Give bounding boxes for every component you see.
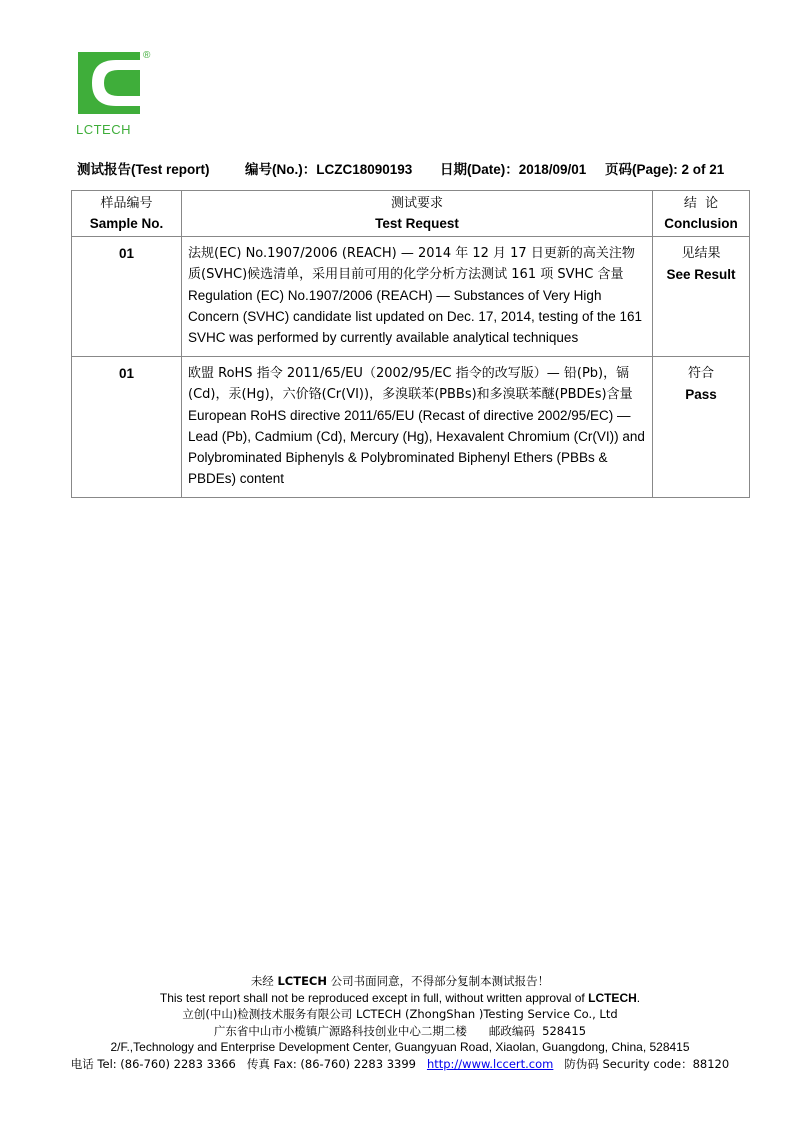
header-sample-en: Sample No. [89,216,164,231]
header-request-cn: 测试要求 [390,196,443,211]
footer-phone-fax: 电话 Tel: (86-760) 2283 3366 传真 Fax: (86-760) 2283 3399 [70,1056,427,1071]
header-sample [72,191,182,237]
header-request [182,191,653,237]
footer-text: 公司书面同意，不得部分复制本测试报告！ [327,974,550,988]
test-request-en: Regulation (EC) No.1907/2006 (REACH) — Substances of Very High Concern (SVHC) candidate list updated on Dec. 17, 2014, testing of the 161 SVHC was performed by currently available analytical techniques [188,288,643,345]
conclusion [653,237,750,357]
footer-text: This test report shall not be reproduced except in full, without written approval of [159,990,589,1005]
page-number: 页码(Page): 2 of 21 [605,162,725,177]
footer-brand: LCTECH [588,990,637,1005]
header-conclusion-en: Conclusion [664,216,738,231]
table-row [72,237,750,357]
registered-mark: ® [143,50,151,61]
test-request-cn: 欧盟 RoHS 指令 2011/65/EU（2002/95/EC 指令的改写版）— 铅(Pb)，镉(Cd)，汞(Hg)，六价铬(Cr(VI))，多溴联苯(PBBs)和多溴联苯醚(PBDEs)含量 [188,366,633,402]
test-request [182,357,653,498]
header-request-en: Test Request [375,216,459,231]
footer-contact [0,1056,800,1073]
conclusion-en: Pass [685,387,717,402]
footer-security-code: 防伪码 Security code：88120 [553,1056,730,1071]
footer-text: 未经 [250,974,278,988]
report-title: 测试报告(Test report) [77,162,210,177]
footer-copyright-cn [0,973,800,990]
website-link[interactable]: http://www.lccert.com [426,1056,554,1071]
footer-address-en: 2/F.,Technology and Enterprise Development Center, Guangyuan Road, Xiaolan, Guangdong, China, 528415 [110,1040,690,1054]
report-date: 日期(Date)：2018/09/01 [440,162,587,177]
table-row [72,357,750,498]
conclusion-en: See Result [666,267,736,282]
header-conclusion-cn: 结 论 [683,196,719,211]
logo-text: LCTECH [76,122,132,137]
footer-brand: LCTECH [277,974,328,988]
report-number: 编号(No.)：LCZC18090193 [245,162,413,177]
test-request-en: European RoHS directive 2011/65/EU (Recast of directive 2002/95/EC) — Lead (Pb), Cadmium (Cd), Mercury (Hg), Hexavalent Chromium (Cr(VI)) and Polybrominated Biphenyls & Polybrominated Biphenyl Ethers (PBBs & PBDEs) content [188,408,645,486]
conclusion [653,357,750,498]
conclusion-cn: 见结果 [681,246,721,261]
conclusion-cn: 符合 [687,366,714,381]
results-table [71,190,750,498]
lctech-logo-icon [78,52,140,114]
table-header-row [72,191,750,237]
footer-company-name: 立创(中山)检测技术服务有限公司 LCTECH (ZhongShan )Testing Service Co., Ltd [182,1007,618,1021]
page-footer [0,973,800,1072]
footer-address-cn: 广东省中山市小榄镇广源路科技创业中心二期二楼 邮政编码 528415 [213,1023,587,1038]
sample-number: 01 [72,237,182,357]
test-request-cn: 法规(EC) No.1907/2006 (REACH) — 2014 年 12 月 17 日更新的高关注物质(SVHC)候选清单，采用目前可用的化学分析方法测试 161 项 SVHC 含量 [188,246,635,282]
report-header [77,158,757,178]
header-conclusion [653,191,750,237]
test-request [182,237,653,357]
company-logo [74,50,164,140]
header-sample-cn: 样品编号 [100,196,153,211]
footer-text: . [636,990,641,1005]
sample-number: 01 [72,357,182,498]
footer-copyright-en [0,990,800,1007]
